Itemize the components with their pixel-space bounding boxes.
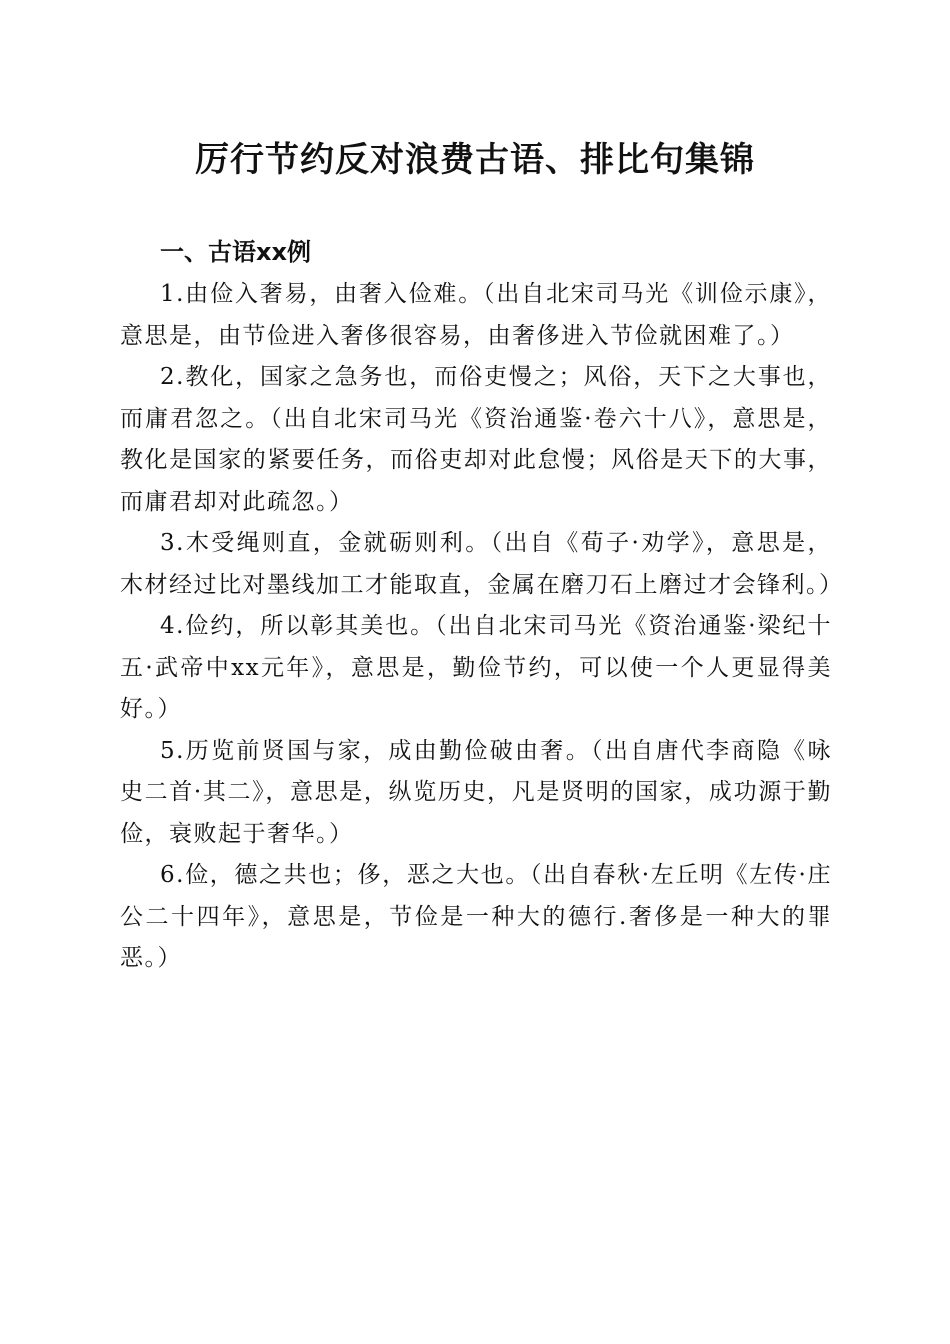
quote-item-3: 3.木受绳则直，金就砺则利。（出自《荀子·劝学》，意思是，木材经过比对墨线加工才能取直，金属在磨刀石上磨过才会锋利。） — [120, 530, 844, 598]
quote-item-1: 1.由俭入奢易，由奢入俭难。（出自北宋司马光《训俭示康》，意思是，由节俭进入奢侈很容易，由奢侈进入节俭就困难了。） — [120, 281, 832, 349]
quote-item-6: 6.俭，德之共也；侈，恶之大也。（出自春秋·左丘明《左传·庄公二十四年》，意思是，节俭是一种大的德行.奢侈是一种大的罪恶。） — [120, 862, 832, 971]
document-body — [120, 230, 844, 980]
section-heading: 一、古语xx例 — [160, 238, 311, 266]
quote-item-4: 4.俭约，所以彰其美也。（出自北宋司马光《资治通鉴·梁纪十五·武帝中xx元年》，意思是，勤俭节约，可以使一个人更显得美好。） — [120, 613, 832, 722]
quote-item-5: 5.历览前贤国与家，成由勤俭破由奢。（出自唐代李商隐《咏史二首·其二》，意思是，纵览历史，凡是贤明的国家，成功源于勤俭，衰败起于奢华。） — [120, 737, 832, 847]
quote-item-2: 2.教化，国家之急务也，而俗吏慢之；风俗，天下之大事也，而庸君忽之。（出自北宋司马光《资治通鉴·卷六十八》，意思是，教化是国家的紧要任务，而俗吏却对此怠慢；风俗是天下的大事，而庸君却对此疏忽。） — [120, 364, 832, 515]
document-title: 厉行节约反对浪费古语、排比句集锦 — [195, 140, 755, 180]
